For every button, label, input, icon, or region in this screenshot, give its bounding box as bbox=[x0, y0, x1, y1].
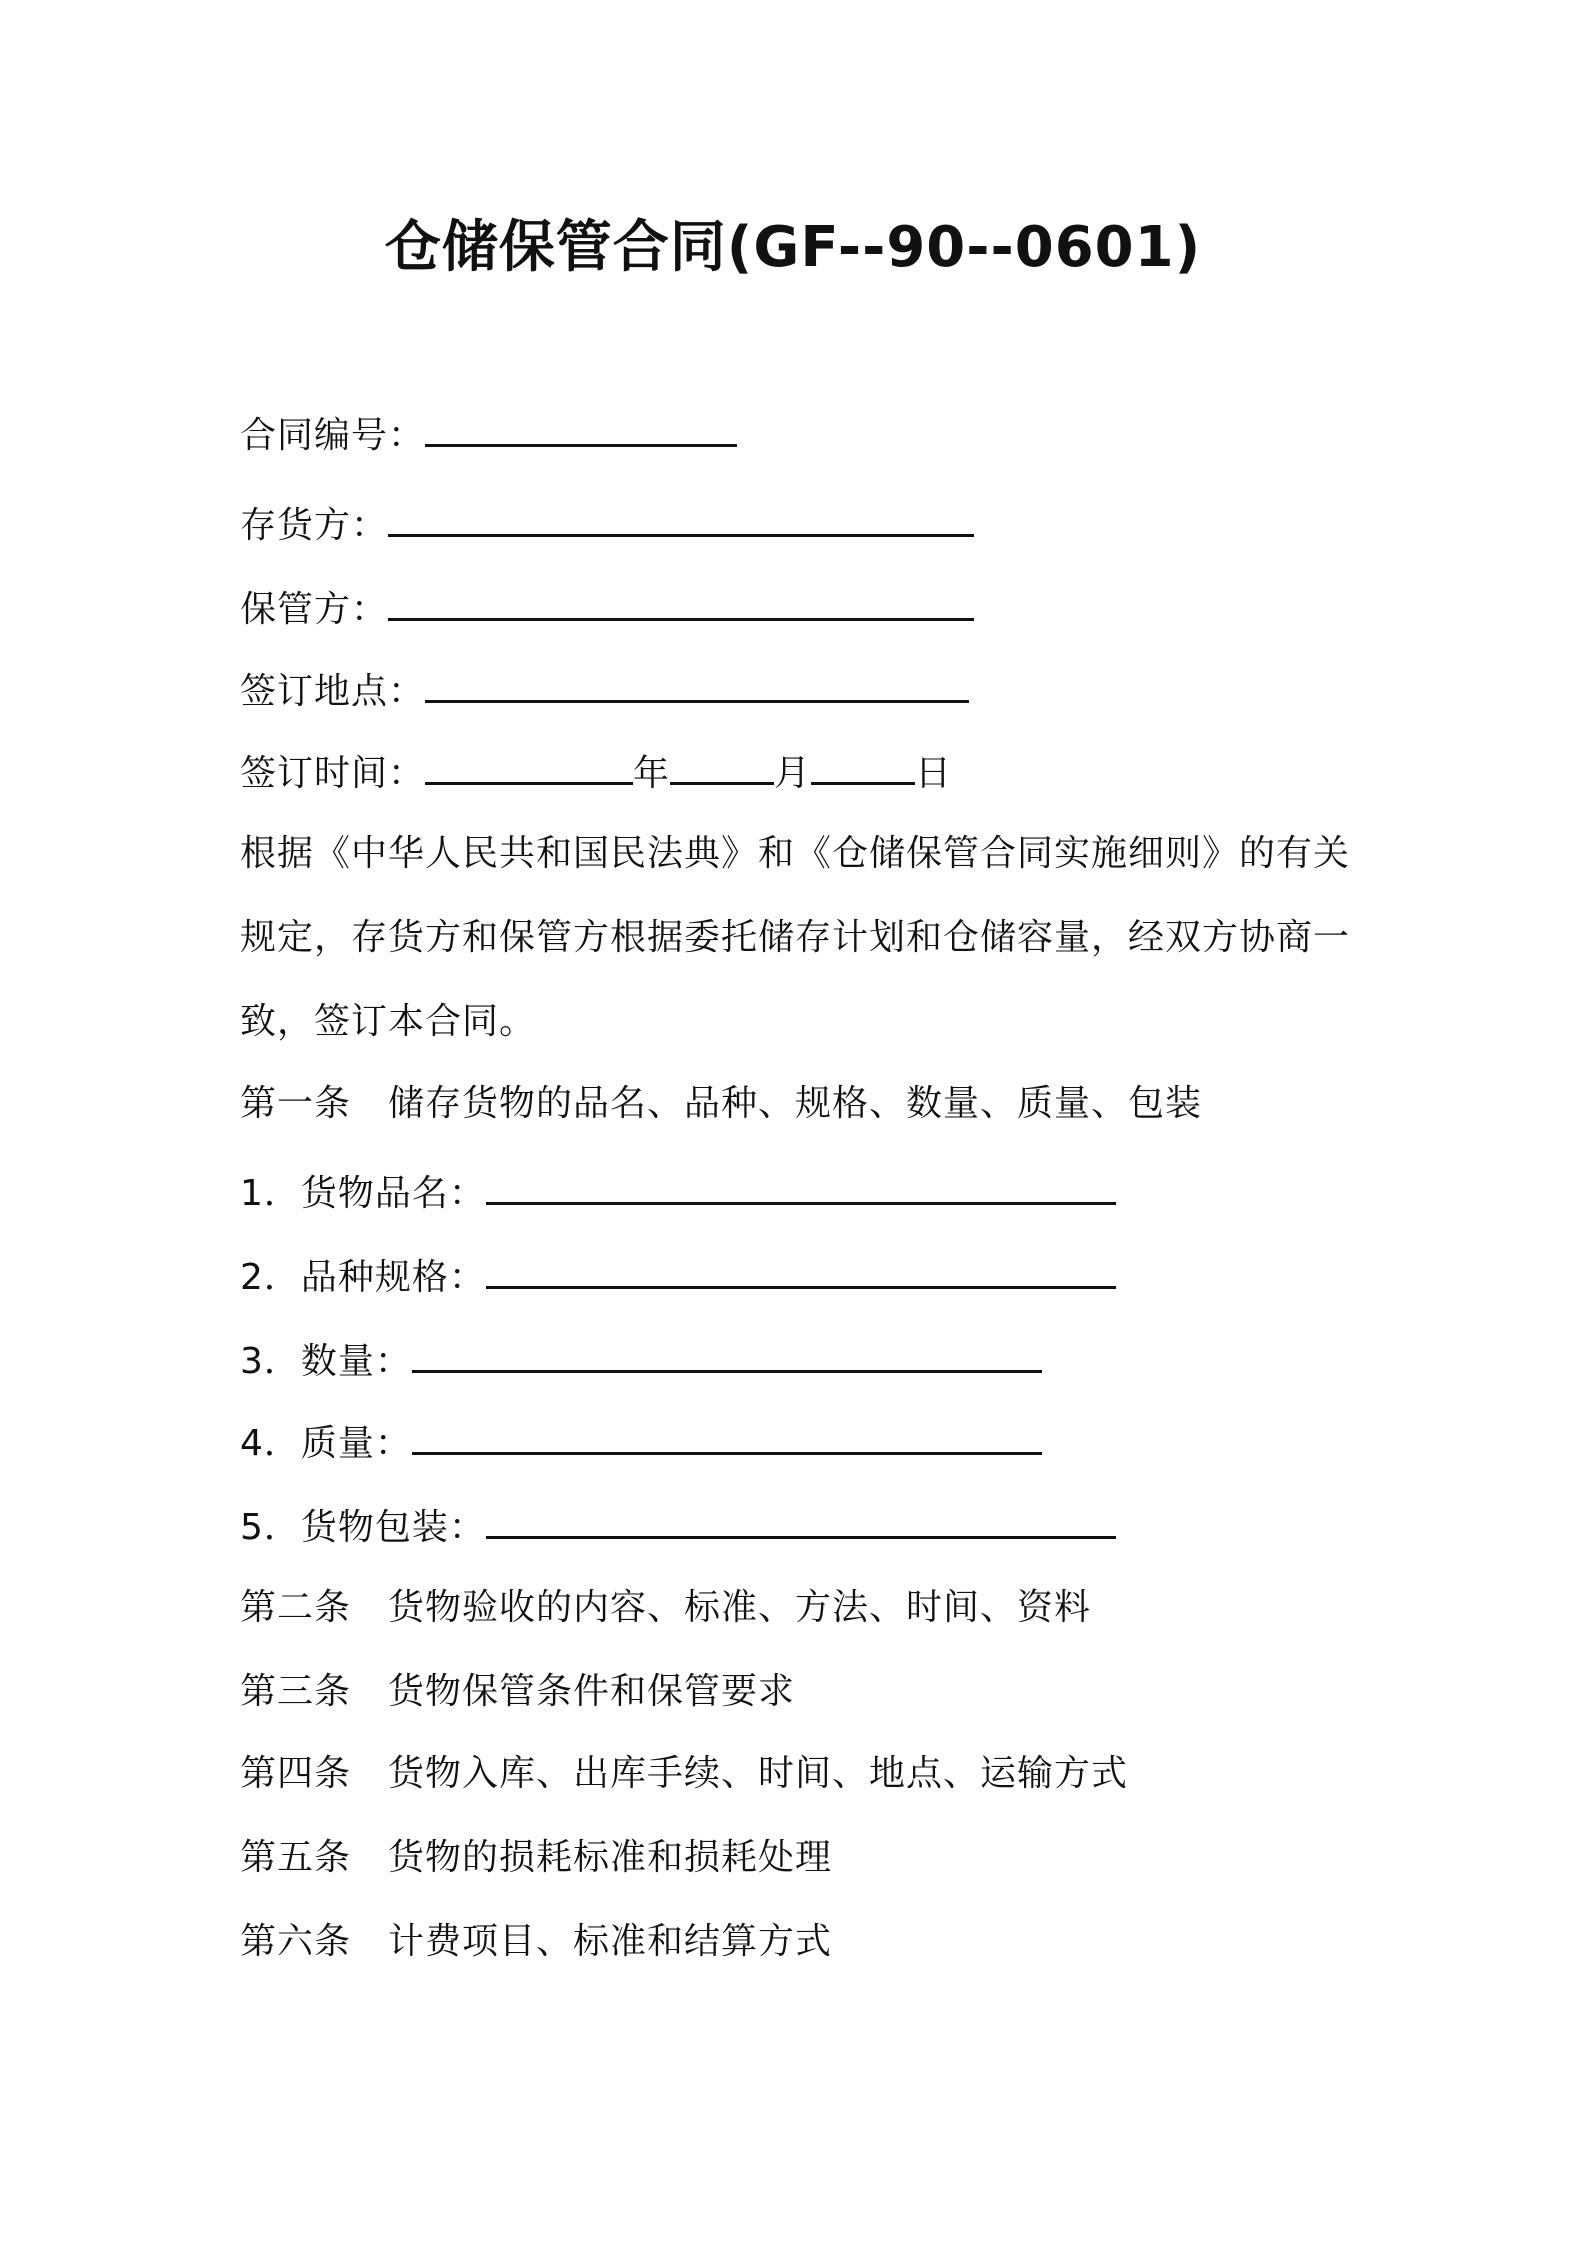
article-2-heading: 第二条 货物验收的内容、标准、方法、时间、资料 bbox=[240, 1587, 1092, 1628]
custodian-label: 保管方： bbox=[240, 589, 389, 630]
item-blank bbox=[486, 1164, 1116, 1205]
depositor-label: 存货方： bbox=[240, 505, 389, 546]
item-goods-name bbox=[240, 1164, 1116, 1222]
item-blank bbox=[486, 1498, 1116, 1539]
article-3-heading: 第三条 货物保管条件和保管要求 bbox=[240, 1671, 796, 1712]
item-label: 2．品种规格： bbox=[240, 1257, 486, 1298]
item-packaging bbox=[240, 1498, 1116, 1556]
item-label: 1．货物品名： bbox=[240, 1173, 486, 1214]
item-blank bbox=[486, 1248, 1116, 1289]
article-6-heading: 第六条 计费项目、标准和结算方式 bbox=[240, 1921, 833, 1962]
preamble-paragraph: 根据《中华人民共和国民法典》和《仓储保管合同实施细则》的有关规定，存货方和保管方根据委托储存计划和仓储容量，经双方协商一致，签订本合同。 bbox=[240, 833, 1351, 1042]
day-label: 日 bbox=[915, 753, 953, 794]
item-quality bbox=[240, 1414, 1042, 1472]
month-label: 月 bbox=[774, 753, 812, 794]
article-5-heading: 第五条 货物的损耗标准和损耗处理 bbox=[240, 1837, 833, 1878]
sign-place-field bbox=[240, 662, 969, 720]
sign-time-field bbox=[240, 744, 952, 802]
contract-no-label: 合同编号： bbox=[240, 415, 426, 456]
article-4-heading: 第四条 货物入库、出库手续、时间、地点、运输方式 bbox=[240, 1753, 1129, 1794]
sign-place-label: 签订地点： bbox=[240, 671, 426, 712]
month-blank bbox=[670, 744, 774, 785]
item-spec bbox=[240, 1248, 1116, 1306]
year-blank bbox=[425, 744, 633, 785]
document-title: 仓储保管合同(GF--90--0601) bbox=[384, 215, 1202, 280]
item-label: 4．质量： bbox=[240, 1423, 412, 1464]
item-blank bbox=[412, 1414, 1042, 1455]
depositor-field bbox=[240, 496, 974, 554]
item-label: 5．货物包装： bbox=[240, 1507, 486, 1548]
item-quantity bbox=[240, 1332, 1042, 1390]
item-blank bbox=[412, 1332, 1042, 1373]
day-blank bbox=[811, 744, 915, 785]
custodian-field bbox=[240, 580, 974, 638]
contract-no-blank bbox=[425, 406, 737, 447]
sign-time-label: 签订时间： bbox=[240, 753, 426, 794]
depositor-blank bbox=[388, 496, 974, 537]
item-label: 3．数量： bbox=[240, 1341, 412, 1382]
year-label: 年 bbox=[633, 753, 671, 794]
contract-no-field bbox=[240, 406, 737, 464]
custodian-blank bbox=[388, 580, 974, 621]
sign-place-blank bbox=[425, 662, 969, 703]
article-1-heading: 第一条 储存货物的品名、品种、规格、数量、质量、包装 bbox=[240, 1083, 1203, 1124]
